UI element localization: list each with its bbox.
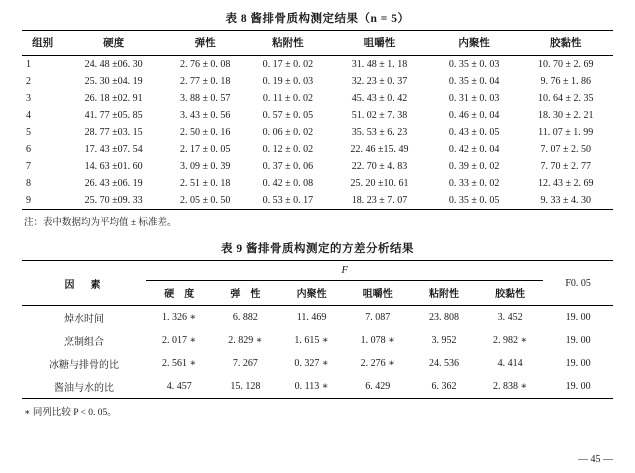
table9-factor-header: 因 素 (64, 279, 104, 291)
table9-r1-c1: 2. 017 ∗ (162, 335, 197, 346)
table8-r7-c6: 12. 43 ± 2. 69 (537, 178, 594, 189)
table9-r0-c0: 焯水时间 (64, 314, 105, 325)
table9-r3-c2: 15. 128 (230, 381, 261, 392)
table9-r2-c4: 2. 276 ∗ (360, 358, 395, 369)
table8-r3-c6: 18. 30 ± 2. 21 (537, 110, 594, 121)
table9-r3-c4: 6. 429 (365, 381, 391, 392)
table-row (22, 141, 613, 158)
table8-r6-c6: 7. 70 ± 2. 77 (540, 161, 591, 172)
table9-r1-c5: 3. 952 (431, 335, 457, 346)
table9-f-header: F (146, 261, 543, 281)
table-row (22, 73, 613, 90)
table8-col-3: 粘附性 (272, 38, 304, 49)
section-spacer (22, 228, 613, 238)
table8-r7-c0: 8 (26, 178, 31, 189)
table8-r5-c4: 22. 46 ±15. 49 (350, 144, 409, 155)
page-number: — 45 — (578, 454, 613, 465)
table8-col-4: 咀嚼性 (363, 38, 396, 49)
table8-r0-c1: 24. 48 ±06. 30 (84, 59, 143, 70)
table8-r0-c5: 0. 35 ± 0. 03 (448, 59, 500, 70)
table8-r3-c1: 41. 77 ±05. 85 (84, 110, 143, 121)
table8-r7-c4: 25. 20 ±10. 61 (350, 178, 409, 189)
table9-sub-2: 内聚性 (296, 289, 327, 300)
table8-r6-c3: 0. 37 ± 0. 06 (262, 161, 314, 172)
table9-footnote: ∗ 同列比较 P < 0. 05。 (24, 408, 117, 418)
table8-r2-c2: 3. 88 ± 0. 57 (179, 93, 231, 104)
table-row (22, 192, 613, 210)
table-row (22, 175, 613, 192)
table8-r4-c1: 28. 77 ±03. 15 (84, 127, 143, 138)
table8-r3-c5: 0. 46 ± 0. 04 (448, 110, 500, 121)
table8-r8-c3: 0. 53 ± 0. 17 (262, 195, 314, 206)
table9-r1-c6: 2. 982 ∗ (492, 335, 528, 346)
table9-r3-c5: 6. 362 (431, 381, 457, 392)
table8-r3-c0: 4 (26, 110, 31, 121)
table8-r1-c1: 25. 30 ±04. 19 (84, 76, 143, 87)
table9-r3-c3: 0. 113 ∗ (294, 381, 329, 392)
table8-r7-c3: 0. 42 ± 0. 08 (262, 178, 314, 189)
table9-r2-c0: 冰糖与排骨的比 (49, 360, 120, 371)
table9-r3-c7: 19. 00 (565, 381, 591, 392)
table8-r1-c0: 2 (26, 76, 31, 87)
table9-sub-1: 弹 性 (230, 289, 261, 300)
table8-r0-c4: 31. 48 ± 1. 18 (351, 59, 408, 70)
table8-r7-c2: 2. 51 ± 0. 18 (179, 178, 231, 189)
table8-col-5: 内聚性 (458, 38, 490, 49)
table8-r0-c2: 2. 76 ± 0. 08 (179, 59, 231, 70)
table9-body (22, 306, 613, 399)
table9-r0-c1: 1. 326 ∗ (162, 312, 197, 323)
table8 (22, 30, 613, 210)
table9-r2-c5: 24. 536 (428, 358, 459, 369)
table8-r0-c3: 0. 17 ± 0. 02 (262, 59, 314, 70)
table8-col-2: 弹性 (194, 38, 216, 49)
table8-r0-c6: 10. 70 ± 2. 69 (537, 59, 594, 70)
table8-r2-c6: 10. 64 ± 2. 35 (537, 93, 594, 104)
table8-r8-c1: 25. 70 ±09. 33 (84, 195, 143, 206)
table8-r5-c1: 17. 43 ±07. 54 (84, 144, 143, 155)
table8-r1-c4: 32. 23 ± 0. 37 (351, 76, 408, 87)
table8-r0-c0: 1 (26, 59, 31, 70)
table-row (22, 306, 613, 330)
table8-r1-c5: 0. 35 ± 0. 04 (448, 76, 500, 87)
table8-r8-c2: 2. 05 ± 0. 50 (179, 195, 231, 206)
table-row (22, 124, 613, 141)
table8-col-6: 胶黏性 (549, 38, 582, 49)
table9-title: 表 9 酱排骨质构测定的方差分析结果 (221, 243, 414, 255)
table9-r0-c5: 23. 808 (428, 312, 459, 323)
table8-r5-c6: 7. 07 ± 2. 50 (540, 144, 591, 155)
table9-r0-c6: 3. 452 (497, 312, 523, 323)
table8-r8-c0: 9 (26, 195, 31, 206)
table9-sub-0: 硬 度 (164, 289, 195, 300)
table8-r5-c3: 0. 12 ± 0. 02 (262, 144, 314, 155)
table9-r2-c7: 19. 00 (565, 358, 591, 369)
table-row (22, 329, 613, 352)
table8-title: 表 8 酱排骨质构测定结果（n = 5） (225, 13, 410, 25)
table9-header (22, 261, 613, 306)
table-row (22, 375, 613, 399)
table8-r8-c5: 0. 35 ± 0. 05 (448, 195, 500, 206)
table8-r4-c6: 11. 07 ± 1. 99 (538, 127, 594, 138)
table9-r2-c3: 0. 327 ∗ (294, 358, 329, 369)
table8-r5-c5: 0. 42 ± 0. 04 (448, 144, 500, 155)
table8-col-1: 硬度 (103, 38, 125, 49)
table8-r2-c0: 3 (26, 93, 31, 104)
table9-r2-c2: 7. 267 (232, 358, 258, 369)
table8-r4-c5: 0. 43 ± 0. 05 (448, 127, 500, 138)
table8-r8-c6: 9. 33 ± 4. 30 (540, 195, 591, 206)
table9-sub-3: 咀嚼性 (362, 289, 393, 300)
table-row (22, 352, 613, 375)
table9-r1-c2: 2. 829 ∗ (228, 335, 263, 346)
table8-r3-c2: 3. 43 ± 0. 56 (179, 110, 231, 121)
table8-r6-c5: 0. 39 ± 0. 02 (448, 161, 500, 172)
table9-r0-c4: 7. 087 (365, 312, 391, 323)
table9-r0-c3: 11. 469 (296, 312, 327, 323)
table8-col-0: 组别 (32, 38, 54, 49)
table8-r6-c0: 7 (26, 161, 31, 172)
table9-sub-5: 胶黏性 (495, 289, 526, 300)
table9-r1-c7: 19. 00 (565, 335, 591, 346)
table8-body (22, 56, 613, 210)
table8-r3-c3: 0. 57 ± 0. 05 (262, 110, 314, 121)
table-row (22, 107, 613, 124)
table8-r6-c2: 3. 09 ± 0. 39 (179, 161, 231, 172)
table9-r2-c6: 4. 414 (497, 358, 523, 369)
table9-f005-header: F0. 05 (565, 277, 591, 289)
table8-r8-c4: 18. 23 ± 7. 07 (351, 195, 408, 206)
table-row (22, 158, 613, 175)
table8-r2-c5: 0. 31 ± 0. 03 (448, 93, 500, 104)
table8-r4-c0: 5 (26, 127, 31, 138)
table8-header (22, 31, 613, 56)
table8-r5-c2: 2. 17 ± 0. 05 (179, 144, 231, 155)
table9-r1-c3: 1. 615 ∗ (294, 335, 329, 346)
table9-r2-c1: 2. 561 ∗ (162, 358, 197, 369)
table8-r4-c3: 0. 06 ± 0. 02 (262, 127, 314, 138)
table8-note: 注：表中数据均为平均值 ± 标准差。 (24, 218, 177, 228)
table9-r1-c0: 烹制组合 (64, 337, 105, 348)
table8-r2-c1: 26. 18 ±02. 91 (84, 93, 143, 104)
table8-r6-c1: 14. 63 ±01. 60 (84, 161, 143, 172)
table9-r3-c0: 酱油与水的比 (54, 383, 115, 394)
table8-r3-c4: 51. 02 ± 7. 38 (351, 110, 408, 121)
table9-r0-c2: 6. 882 (232, 312, 258, 323)
table9-r3-c6: 2. 838 ∗ (492, 381, 528, 392)
table8-r1-c3: 0. 19 ± 0. 03 (262, 76, 314, 87)
table8-r1-c2: 2. 77 ± 0. 18 (179, 76, 231, 87)
table9-sub-4: 粘附性 (428, 289, 459, 300)
table8-r4-c2: 2. 50 ± 0. 16 (179, 127, 231, 138)
table8-r7-c1: 26. 43 ±06. 19 (84, 178, 143, 189)
table8-r1-c6: 9. 76 ± 1. 86 (540, 76, 591, 87)
table8-r5-c0: 6 (26, 144, 31, 155)
table8-r7-c5: 0. 33 ± 0. 02 (448, 178, 500, 189)
table-row (22, 90, 613, 107)
table-row (22, 56, 613, 74)
table8-r2-c3: 0. 11 ± 0. 02 (262, 93, 313, 104)
table8-r2-c4: 45. 43 ± 0. 42 (351, 93, 408, 104)
table9-r1-c4: 1. 078 ∗ (360, 335, 395, 346)
table8-r4-c4: 35. 53 ± 6. 23 (351, 127, 408, 138)
table9 (22, 260, 613, 399)
table8-r6-c4: 22. 70 ± 4. 83 (351, 161, 408, 172)
table9-r3-c1: 4. 457 (166, 381, 192, 392)
table9-r0-c7: 19. 00 (565, 312, 591, 323)
